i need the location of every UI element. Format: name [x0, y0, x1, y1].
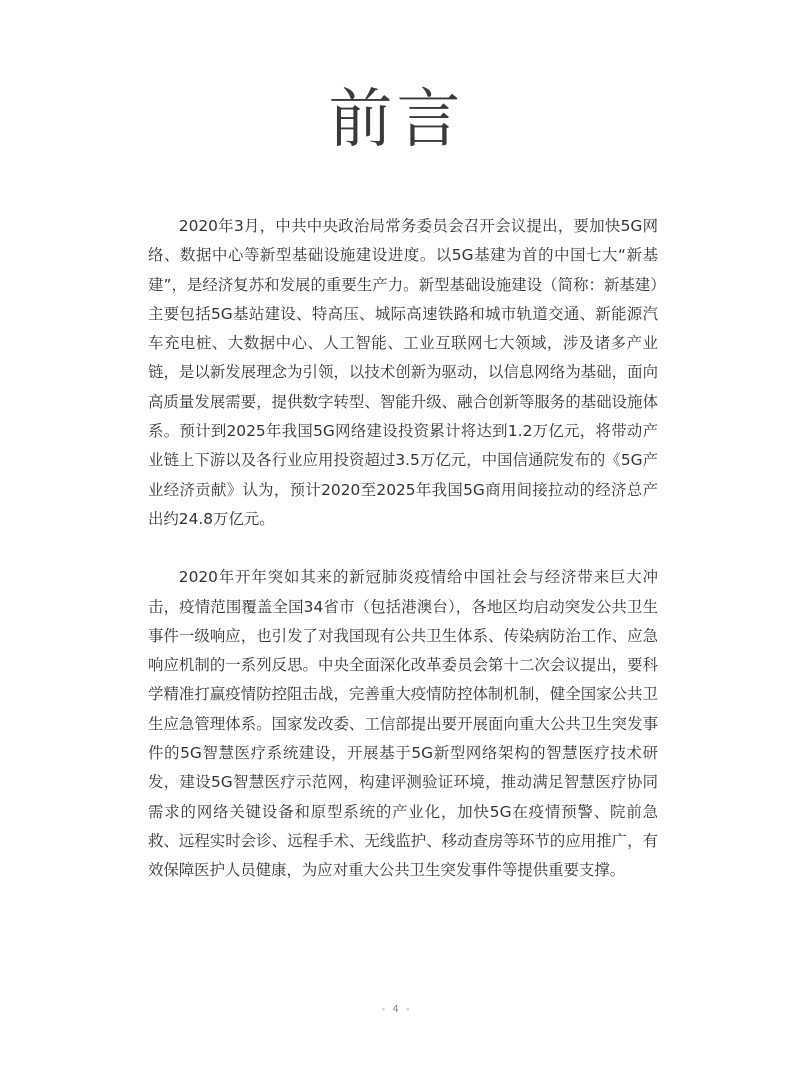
paragraph-1: 2020年3月，中共中央政治局常务委员会召开会议提出，要加快5G网络、数据中心等新型基础设施建设进度。以5G基建为首的中国七大“新基建”，是经济复苏和发展的重要生产力。新型基础设施建设（简称：新基建）主要包括5G基站建设、特高压、城际高速铁路和城市轨道交通、新能源汽车充电桩、大数据中心、人工智能、工业互联网七大领域，涉及诸多产业链，是以新发展理念为引领，以技术创新为驱动，以信息网络为基础，面向高质量发展需要，提供数字转型、智能升级、融合创新等服务的基础设施体系。预计到2025年我国5G网络建设投资累计将达到1.2万亿元，将带动产业链上下游以及各行业应用投资超过3.5万亿元，中国信通院发布的《5G产业经济贡献》认为，预计2020至2025年我国5G商用间接拉动的经济总产出约24.8万亿元。 [148, 217, 658, 528]
body-text [148, 212, 658, 886]
paragraph-2: 2020年开年突如其来的新冠肺炎疫情给中国社会与经济带来巨大冲击，疫情范围覆盖全国34省市（包括港澳台），各地区均启动突发公共卫生事件一级响应，也引发了对我国现有公共卫生体系、传染病防治工作、应急响应机制的一系列反思。中央全面深化改革委员会第十二次会议提出，要科学精准打赢疫情防控阻击战，完善重大疫情防控体制机制，健全国家公共卫生应急管理体系。国家发改委、工信部提出要开展面向重大公共卫生突发事件的5G智慧医疗系统建设，开展基于5G新型网络架构的智慧医疗技术研发，建设5G智慧医疗示范网，构建评测验证环境，推动满足智慧医疗协同需求的网络关键设备和原型系统的产业化，加快5G在疫情预警、院前急救、远程实时会诊、远程手术、无线监护、移动查房等环节的应用推广，有效保障医护人员健康，为应对重大公共卫生突发事件等提供重要支撑。 [148, 568, 658, 880]
page-number: - 4 - [381, 1004, 412, 1015]
page-title: 前言 [328, 83, 465, 157]
